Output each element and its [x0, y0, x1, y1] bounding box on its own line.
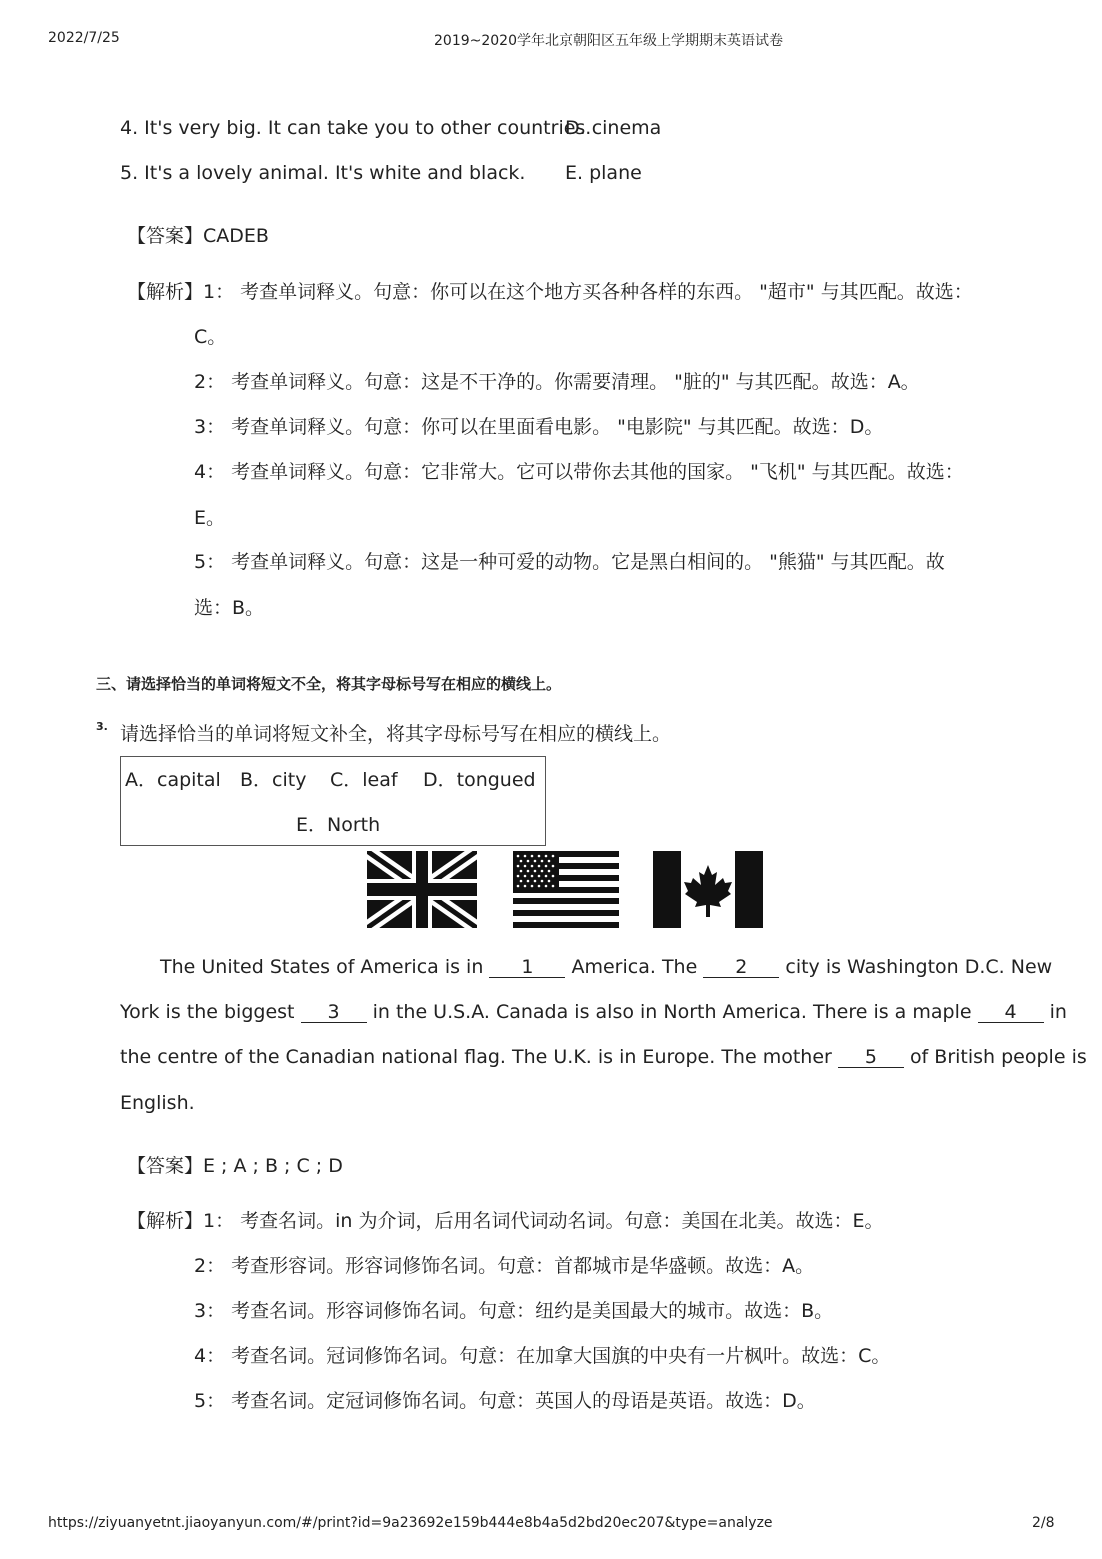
analysis-line: 3： 考查单词释义。句意：你可以在里面看电影。 "电影院" 与其匹配。故选：D。 [194, 416, 884, 438]
analysis-line: E。 [194, 507, 226, 529]
passage-line-4: English. [120, 1092, 195, 1114]
print-date: 2022/7/25 [48, 30, 120, 46]
analysis-line: 2： 考查形容词。形容词修饰名词。句意：首都城市是华盛顿。故选：A。 [194, 1255, 815, 1277]
item-4-sentence: 4. It's very big. It can take you to other countries. [120, 117, 592, 139]
analysis-line: 5： 考查名词。定冠词修饰名词。句意：英国人的母语是英语。故选：D。 [194, 1390, 816, 1412]
passage-text: the centre of the Canadian national flag. The U.K. is in Europe. The mother [120, 1046, 832, 1068]
blank-2[interactable]: 2 [703, 957, 779, 978]
usa-flag-image [513, 851, 619, 928]
analysis-label: 【解析】 [127, 281, 204, 303]
passage-line-3 [120, 1046, 1087, 1068]
page-url[interactable]: https://ziyuanyetnt.jiaoyanyun.com/#/print?id=9a23692e159b444e8b4a5d2bd20ec207&type=analyze [48, 1515, 773, 1531]
passage-text: city is Washington D.C. New [785, 956, 1053, 978]
answer-value: E ; A ; B ; C ; D [203, 1155, 343, 1177]
answer-label: 【答案】 [127, 1155, 204, 1177]
analysis-line: 5： 考查单词释义。句意：这是一种可爱的动物。它是黑白相间的。 "熊猫" 与其匹配。故 [194, 551, 945, 573]
item-5-option: E. plane [565, 162, 642, 184]
analysis-text: 1： 考查名词。in 为介词，后用名词代词动名词。句意：美国在北美。故选：E。 [203, 1210, 884, 1232]
page-number: 2/8 [1032, 1515, 1055, 1531]
analysis-line: 选：B。 [194, 597, 265, 619]
analysis-line: C。 [194, 326, 227, 348]
analysis-line [127, 1210, 884, 1232]
option-c: C．leaf [330, 769, 398, 791]
question-number: 3. [96, 720, 108, 733]
passage-text: in the U.S.A. Canada is also in North America. There is a maple [372, 1001, 972, 1023]
passage-text: York is the biggest [120, 1001, 295, 1023]
answer-block-2 [127, 1155, 343, 1177]
answer-value: CADEB [203, 225, 269, 247]
section-title: 三、请选择恰当的单词将短文不全，将其字母标号写在相应的横线上。 [96, 675, 562, 693]
blank-1[interactable]: 1 [489, 957, 565, 978]
blank-4[interactable]: 4 [978, 1002, 1044, 1023]
option-a: A．capital [125, 769, 221, 791]
canada-flag-image [653, 851, 763, 928]
analysis-line: 4： 考查单词释义。句意：它非常大。它可以带你去其他的国家。 "飞机" 与其匹配。故选： [194, 461, 964, 483]
analysis-line [127, 281, 973, 303]
passage-text: in [1049, 1001, 1067, 1023]
analysis-line: 4： 考查名词。冠词修饰名词。句意：在加拿大国旗的中央有一片枫叶。故选：C。 [194, 1345, 891, 1367]
passage-text: America. The [571, 956, 698, 978]
analysis-line: 2： 考查单词释义。句意：这是不干净的。你需要清理。 "脏的" 与其匹配。故选：A。 [194, 371, 920, 393]
item-5-sentence: 5. It's a lovely animal. It's white and black. [120, 162, 526, 184]
answer-block-1 [127, 225, 269, 247]
passage-text: of British people is [909, 1046, 1087, 1068]
question-instruction: 请选择恰当的单词将短文补全，将其字母标号写在相应的横线上。 [120, 723, 672, 745]
option-d: D．tongued [423, 769, 536, 791]
analysis-text: 1： 考查单词释义。句意：你可以在这个地方买各种各样的东西。 "超市" 与其匹配。故选： [203, 281, 973, 303]
passage-line-1 [160, 956, 1052, 978]
passage-line-2 [120, 1001, 1067, 1023]
blank-5[interactable]: 5 [838, 1047, 904, 1068]
analysis-line: 3： 考查名词。形容词修饰名词。句意：纽约是美国最大的城市。故选：B。 [194, 1300, 834, 1322]
option-e: E．North [296, 814, 381, 836]
analysis-label: 【解析】 [127, 1210, 204, 1232]
answer-label: 【答案】 [127, 225, 204, 247]
blank-3[interactable]: 3 [301, 1002, 367, 1023]
document-title: 2019~2020学年北京朝阳区五年级上学期期末英语试卷 [434, 33, 783, 49]
option-b: B．city [240, 769, 307, 791]
item-4-option: D. cinema [565, 117, 662, 139]
passage-text: The United States of America is in [160, 956, 484, 978]
uk-flag-image [367, 851, 477, 928]
